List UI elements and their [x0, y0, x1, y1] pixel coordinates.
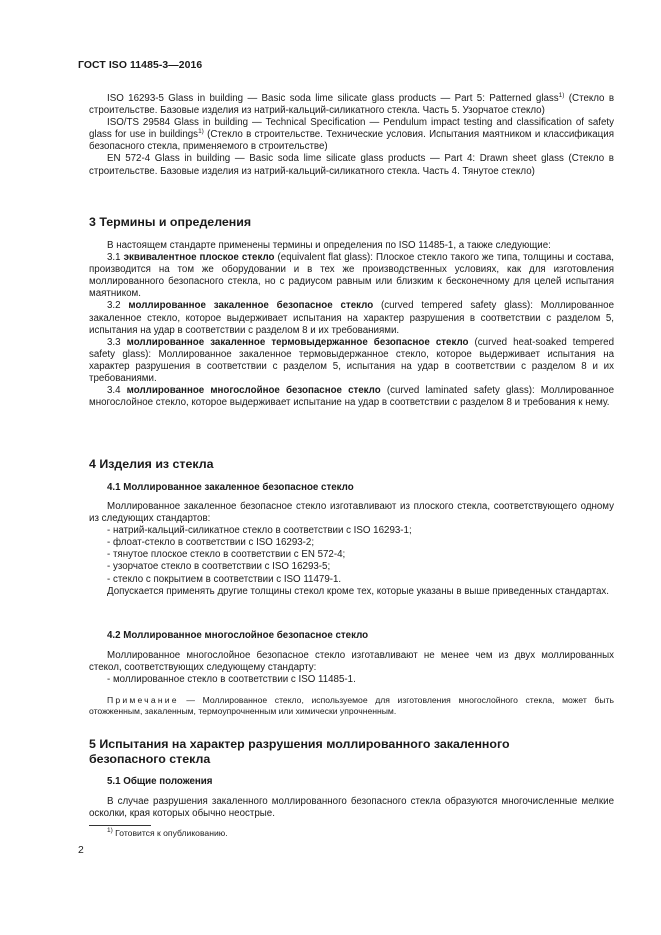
- list-item: - моллированное стекло в соответствии с ISO 11485-1.: [107, 674, 356, 686]
- term-definition: 3.4 моллированное многослойное безопасное стекло (curved laminated safety glass): Моллированное многослойное стекло, которое выдерживает испытание на удар в соответствии с разделом 8 и требования к нему.: [89, 385, 615, 409]
- footnote-mark: 1): [558, 92, 565, 99]
- section-4: [89, 457, 614, 472]
- paragraph: Моллированное закаленное безопасное стекло изготавливают из плоского стекла, соответствующего одному из следующих стандартов:: [89, 501, 614, 525]
- paragraph: В случае разрушения закаленного моллированного безопасного стекла образуются многочисленные мелкие осколки, края которых обычно неострые.: [89, 796, 614, 820]
- section-heading: 5 Испытания на характер разрушения моллированного закаленного безопасного стекла: [89, 737, 510, 766]
- subsection-5-1: [89, 776, 614, 788]
- paragraph: Допускается применять другие толщины стекол кроме тех, которые указаны в выше приведенных стандартах.: [107, 585, 609, 597]
- section-5: [89, 737, 614, 767]
- document-header: ГОСТ ISO 11485-3—2016: [78, 60, 203, 71]
- term-definition: 3.3 моллированное закаленное термовыдержанное безопасное стекло (curved heat-soaked tempered safety glass): Моллированное закаленное термовыдержанное стекло, которое выдерживает испытания на характер разрушения в соответствии с разделом 5, испытания на удар в соответствии с разделом 8 и их требованиями.: [89, 336, 614, 385]
- note: [89, 695, 614, 717]
- list-item: - узорчатое стекло в соответствии с ISO 16293-5;: [107, 561, 331, 573]
- list-item: - флоат-стекло в соответствии с ISO 16293-2;: [107, 537, 315, 549]
- section-heading: 4 Изделия из стекла: [89, 457, 214, 471]
- term-definition: 3.1 эквивалентное плоское стекло (equivalent flat glass): Плоское стекло такого же типа, толщины и состава, производится на том же оборудовании и в тех же производственных условиях, как для изготовления моллированного безопасного стекла, но с радиусом равным или близким к бесконечному для целей испытания маятником.: [89, 252, 614, 300]
- reference-item: EN 572-4 Glass in building — Basic soda lime silicate glass products — Part 4: Drawn sheet glass (Стекло в строительстве. Базовые изделия из натрий-кальций-силикатного стекла. Часть 4. Тянутое стекло): [89, 153, 614, 177]
- footnote-mark: 1): [107, 827, 113, 834]
- footnote-separator: [89, 825, 151, 826]
- section-3-body: [89, 240, 614, 409]
- reference-item: ISO 16293-5 Glass in building — Basic soda lime silicate glass products — Part 5: Patterned glass$^{1)}$ (Стекло в строительстве. Базовые изделия из натрий-кальций-силикатного стекла. Часть 5. Узорчатое стекло): [89, 92, 614, 117]
- section-3: [89, 215, 614, 230]
- section-heading: 3 Термины и определения: [89, 215, 252, 229]
- paragraph: В настоящем стандарте применены термины и определения по ISO 11485-1, а также следующие:: [107, 240, 551, 251]
- subsection-heading: 5.1 Общие положения: [107, 776, 213, 787]
- page-number: 2: [78, 845, 84, 856]
- term: моллированное многослойное безопасное стекло: [126, 385, 381, 397]
- subsection-4-1: [89, 482, 614, 494]
- subsection-heading: 4.2 Моллированное многослойное безопасное стекло: [107, 630, 369, 641]
- paragraph: Моллированное многослойное безопасное стекло изготавливают не менее чем из двух моллированных стекол, соответствующих следующему стандарту:: [89, 650, 614, 674]
- subsection-4-2-body: [89, 650, 614, 686]
- note-text: — Моллированное стекло, используемое для изготовления многослойного стекла, может быть отожженным, закаленным, термоупрочненным или химически упрочненным.: [89, 695, 614, 716]
- footnote: $^{1)}$ Готовится к опубликованию.: [107, 827, 228, 838]
- footnote-mark: 1): [198, 128, 204, 136]
- subsection-5-1-body: [89, 796, 614, 820]
- subsection-4-1-body: [89, 501, 614, 598]
- subsection-4-2: [89, 630, 614, 642]
- reference-item: ISO/TS 29584 Glass in building — Technical Specification — Pendulum impact testing and classification of safety glass for use in buildings$^{1)}$ (Стекло в строительстве. Технические условия. Испытания маятником и классификация безопасного стекла, применяемого в строительстве): [89, 117, 614, 153]
- note-label: Примечание: [107, 695, 179, 705]
- term-definition: 3.2 моллированное закаленное безопасное стекло (curved tempered safety glass): Моллированное закаленное стекло, которое выдерживает испытания на характер разрушения в соответствии с разделом 5, испытания на удар в соответствии с разделом 8 и их требованиями.: [89, 300, 614, 336]
- term: моллированное закаленное безопасное стекло: [128, 300, 374, 312]
- list-item: - натрий-кальций-силикатное стекло в соответствии с ISO 16293-1;: [107, 525, 412, 537]
- subsection-heading: 4.1 Моллированное закаленное безопасное стекло: [107, 482, 354, 493]
- term: моллированное закаленное термовыдержанное безопасное стекло: [126, 336, 469, 348]
- term: эквивалентное плоское стекло: [123, 252, 275, 264]
- list-item: - тянутое плоское стекло в соответствии с EN 572-4;: [107, 549, 346, 561]
- normative-references: [89, 93, 614, 178]
- list-item: - стекло с покрытием в соответствии с ISO 11479-1.: [107, 573, 342, 585]
